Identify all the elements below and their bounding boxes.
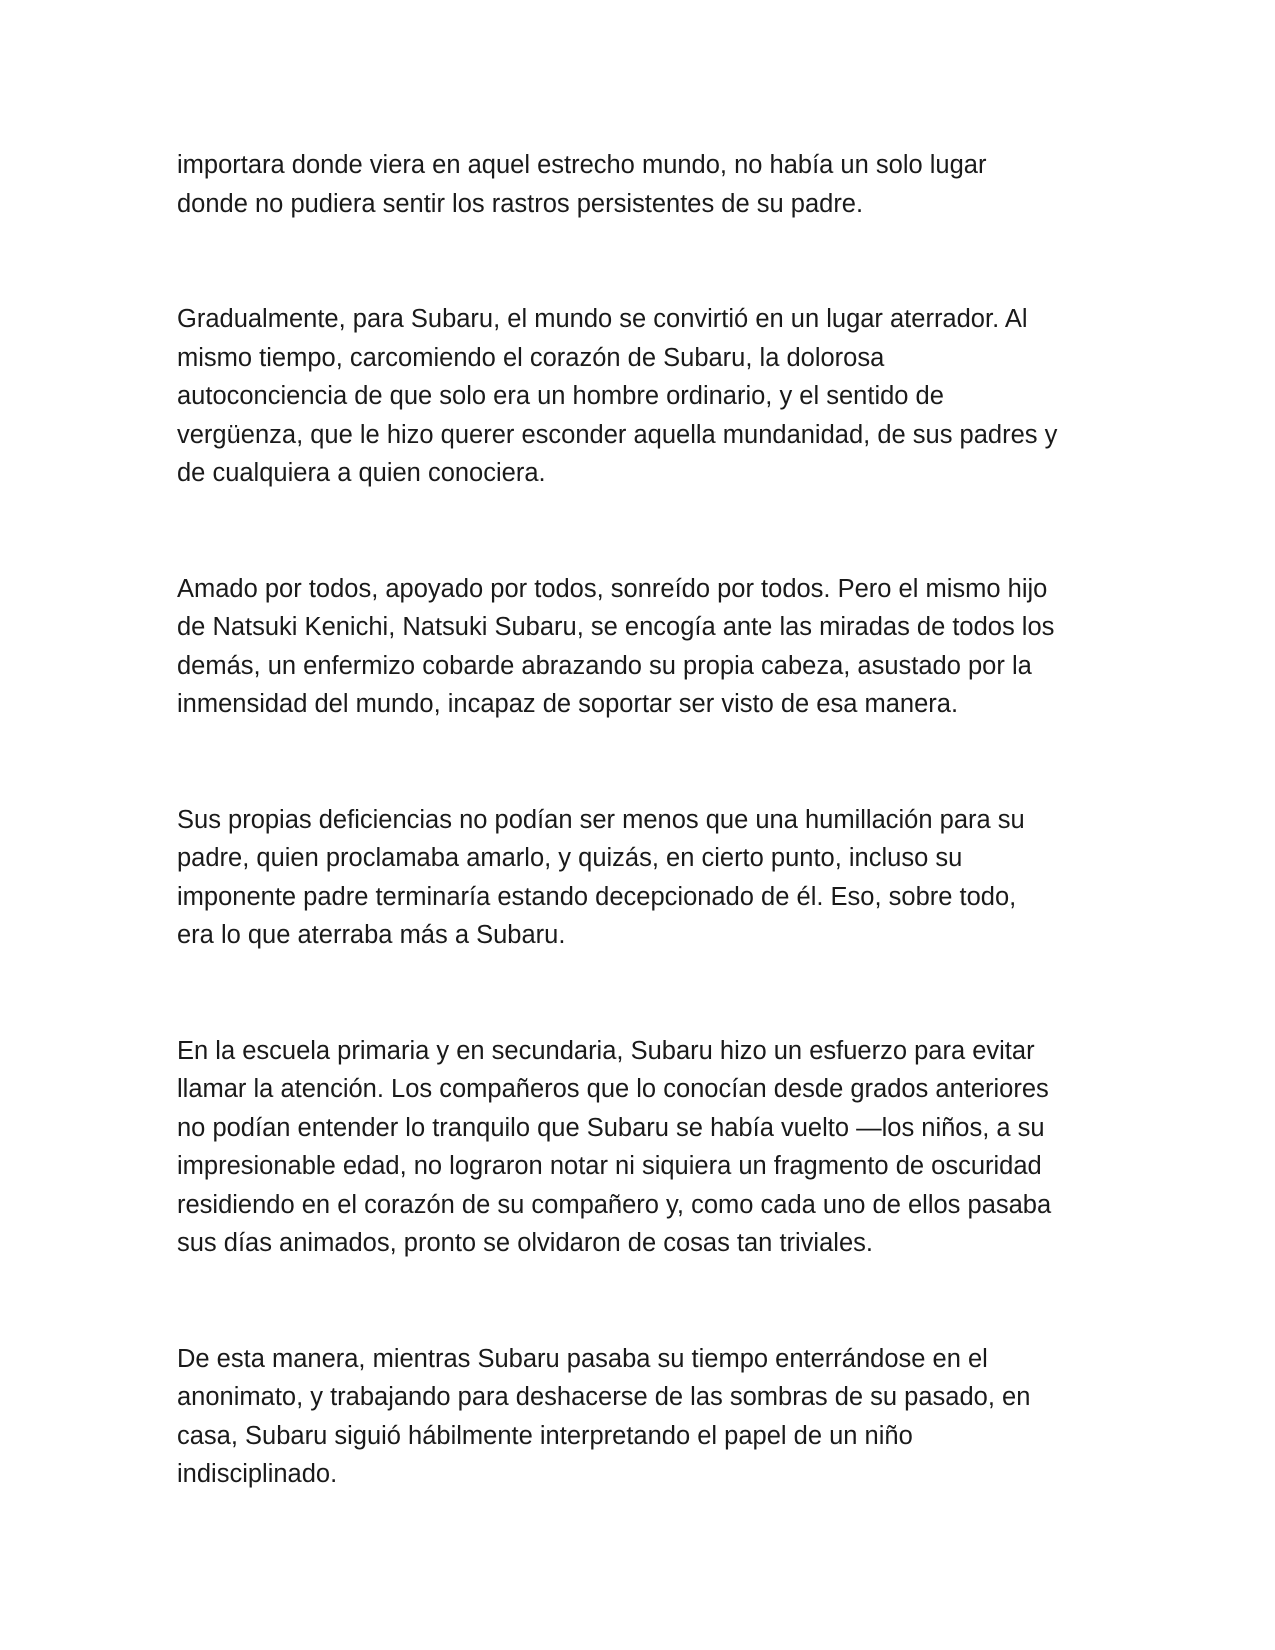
paragraph-line: padre, quien proclamaba amarlo, y quizás, en cierto punto, incluso su: [177, 844, 963, 872]
paragraph-3: [177, 570, 1107, 724]
paragraph-4: [177, 801, 1107, 955]
document-body: [177, 146, 1107, 1494]
paragraph-line: importara donde viera en aquel estrecho mundo, no había un solo lugar: [177, 151, 987, 179]
paragraph-line: Gradualmente, para Subaru, el mundo se convirtió en un lugar aterrador. Al: [177, 305, 1028, 333]
paragraph-line: de cualquiera a quien conociera.: [177, 459, 546, 487]
paragraph-line: demás, un enfermizo cobarde abrazando su propia cabeza, asustado por la: [177, 651, 1032, 680]
paragraph-line: autoconciencia de que solo era un hombre ordinario, y el sentido de: [177, 382, 944, 410]
paragraph-line: inmensidad del mundo, incapaz de soportar ser visto de esa manera.: [177, 690, 959, 718]
paragraph-2: [177, 300, 1107, 493]
paragraph-line: Sus propias deficiencias no podían ser menos que una humillación para su: [177, 805, 1025, 834]
paragraph-line: vergüenza, que le hizo querer esconder aquella mundanidad, de sus padres y: [177, 420, 1058, 449]
paragraph-line: casa, Subaru siguió hábilmente interpretando el papel de un niño: [177, 1421, 913, 1450]
paragraph-line: anonimato, y trabajando para deshacerse de las sombras de su pasado, en: [177, 1383, 1031, 1411]
paragraph-5: [177, 1032, 1107, 1263]
paragraph-line: no podían entender lo tranquilo que Subaru se había vuelto —los niños, a su: [177, 1113, 1045, 1142]
paragraph-line: indisciplinado.: [177, 1460, 338, 1488]
paragraph-line: era lo que aterraba más a Subaru.: [177, 921, 566, 949]
paragraph-line: donde no pudiera sentir los rastros persistentes de su padre.: [177, 189, 864, 218]
paragraph-line: impresionable edad, no lograron notar ni siquiera un fragmento de oscuridad: [177, 1152, 1042, 1180]
paragraph-line: De esta manera, mientras Subaru pasaba su tiempo enterrándose en el: [177, 1344, 988, 1373]
paragraph-line: imponente padre terminaría estando decepcionado de él. Eso, sobre todo,: [177, 882, 1017, 911]
paragraph-line: mismo tiempo, carcomiendo el corazón de Subaru, la dolorosa: [177, 343, 885, 372]
paragraph-line: de Natsuki Kenichi, Natsuki Subaru, se encogía ante las miradas de todos los: [177, 613, 1055, 641]
paragraph-line: residiendo en el corazón de su compañero y, como cada uno de ellos pasaba: [177, 1190, 1052, 1219]
paragraph-6: [177, 1340, 1107, 1494]
paragraph-1: [177, 146, 1107, 223]
paragraph-line: sus días animados, pronto se olvidaron de cosas tan triviales.: [177, 1229, 873, 1257]
paragraph-line: llamar la atención. Los compañeros que lo conocían desde grados anteriores: [177, 1075, 1049, 1103]
paragraph-line: Amado por todos, apoyado por todos, sonreído por todos. Pero el mismo hijo: [177, 574, 1048, 603]
paragraph-line: En la escuela primaria y en secundaria, Subaru hizo un esfuerzo para evitar: [177, 1036, 1035, 1065]
